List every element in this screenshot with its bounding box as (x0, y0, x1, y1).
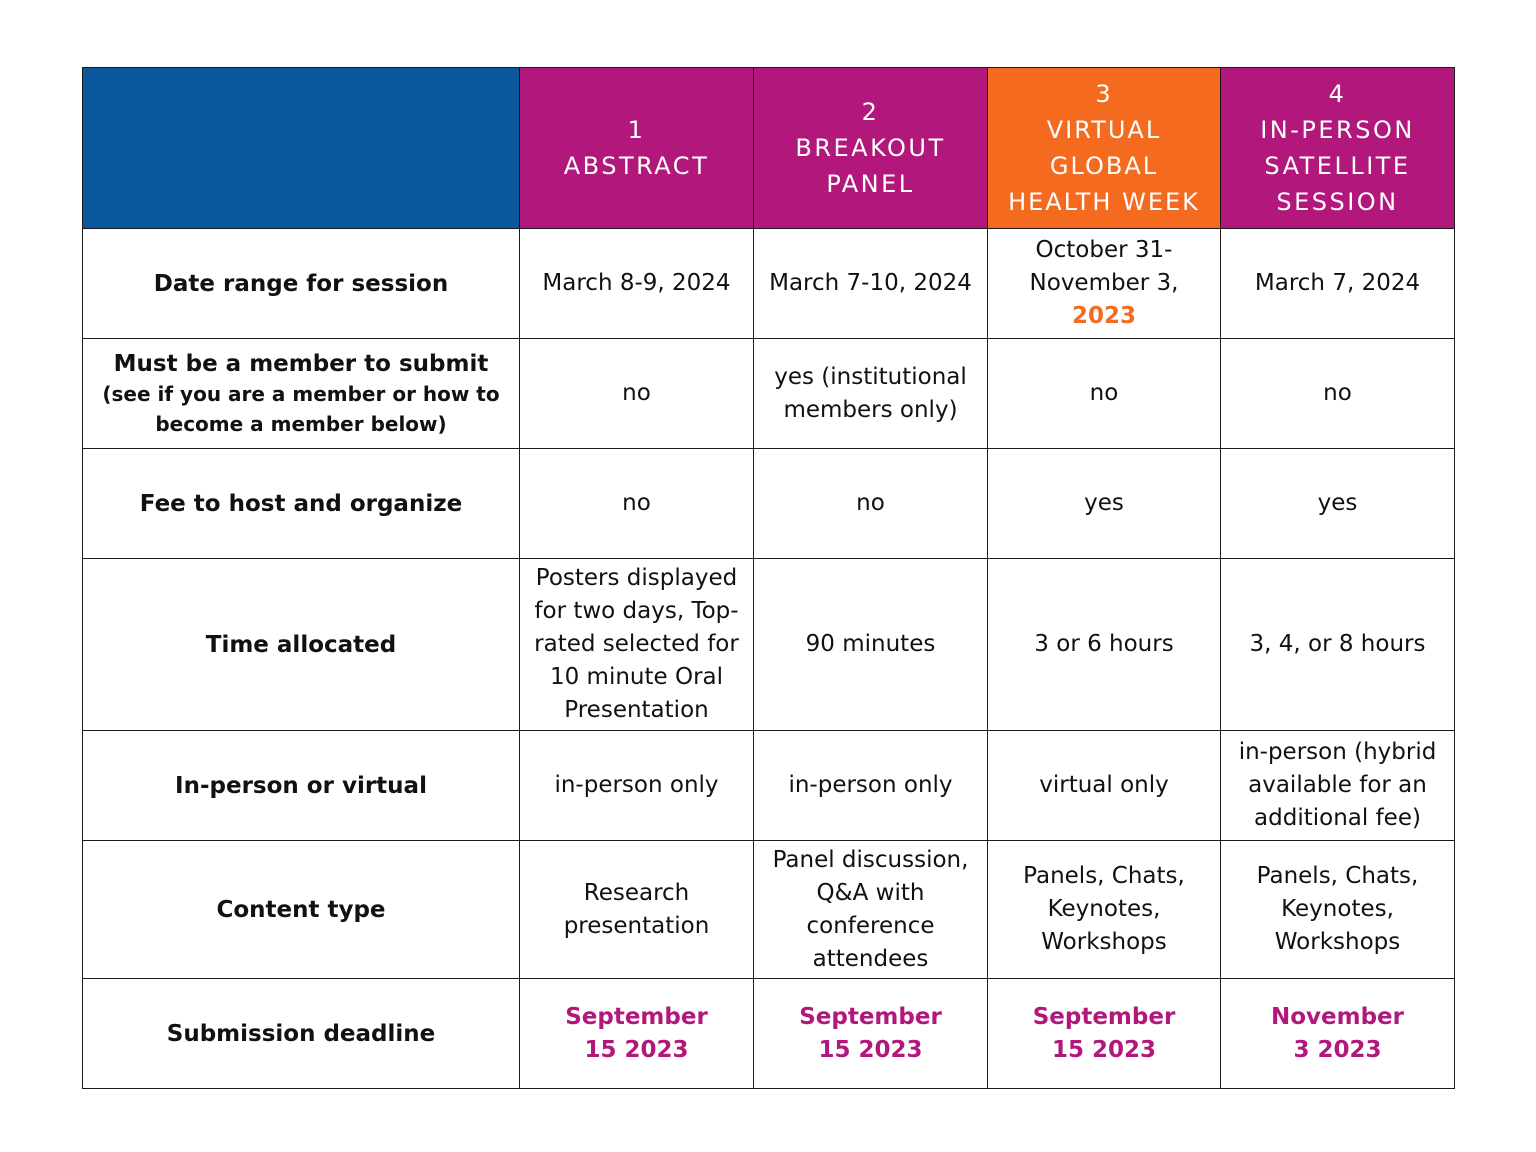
table-cell: no (988, 339, 1221, 449)
table-cell: 3 or 6 hours (988, 559, 1221, 731)
header-breakout-panel (754, 68, 988, 229)
header-number: 3 (1095, 80, 1113, 108)
table-cell: no (520, 449, 754, 559)
session-comparison-table (82, 67, 1455, 1089)
row-date-range (83, 229, 1455, 339)
table-cell: in-person (hybrid available for an additional fee) (1221, 731, 1455, 841)
table-cell: March 8-9, 2024 (520, 229, 754, 339)
corner-header-cell (83, 68, 520, 229)
row-fee (83, 449, 1455, 559)
header-number: 1 (627, 116, 646, 144)
row-label (83, 339, 520, 449)
header-name: IN-PERSON SATELLITE SESSION (1260, 116, 1415, 216)
table-cell (988, 229, 1221, 339)
row-label: Fee to host and organize (83, 449, 520, 559)
table-cell: Research presentation (520, 841, 754, 979)
table-cell: 3, 4, or 8 hours (1221, 559, 1455, 731)
table-cell: no (520, 339, 754, 449)
row-time (83, 559, 1455, 731)
row-label: Date range for session (83, 229, 520, 339)
table-cell: yes (institutional members only) (754, 339, 988, 449)
row-member (83, 339, 1455, 449)
table-cell: Panels, Chats, Keynotes, Workshops (1221, 841, 1455, 979)
header-number: 2 (861, 98, 880, 126)
header-number: 4 (1328, 80, 1347, 108)
table-cell: Panels, Chats, Keynotes, Workshops (988, 841, 1221, 979)
row-label-main: Must be a member to submit (113, 350, 489, 377)
deadline-cell: September 15 2023 (988, 979, 1221, 1089)
table-cell: in-person only (520, 731, 754, 841)
row-label: In-person or virtual (83, 731, 520, 841)
deadline-cell: September 15 2023 (754, 979, 988, 1089)
row-content (83, 841, 1455, 979)
table-cell: Panel discussion, Q&A with conference attendees (754, 841, 988, 979)
header-virtual-global-health-week (988, 68, 1221, 229)
header-in-person-satellite-session (1221, 68, 1455, 229)
table-cell: yes (1221, 449, 1455, 559)
header-row (83, 68, 1455, 229)
table-cell: Posters displayed for two days, Top-rated selected for 10 minute Oral Presentation (520, 559, 754, 731)
highlighted-year: 2023 (1071, 303, 1136, 329)
row-label: Time allocated (83, 559, 520, 731)
table-cell: virtual only (988, 731, 1221, 841)
header-name: VIRTUAL GLOBAL HEALTH WEEK (1008, 116, 1200, 216)
date-line: November 3, (1029, 270, 1179, 296)
table-cell: no (1221, 339, 1455, 449)
header-name: BREAKOUT PANEL (795, 134, 946, 198)
table-cell: in-person only (754, 731, 988, 841)
table-cell: no (754, 449, 988, 559)
table-cell: yes (988, 449, 1221, 559)
row-label-sub: (see if you are a member or how to become a member below) (102, 381, 500, 436)
deadline-cell: November 3 2023 (1221, 979, 1455, 1089)
deadline-cell: September 15 2023 (520, 979, 754, 1089)
row-label: Content type (83, 841, 520, 979)
header-abstract (520, 68, 754, 229)
date-line: October 31- (1035, 237, 1173, 263)
table-cell: March 7-10, 2024 (754, 229, 988, 339)
row-format (83, 731, 1455, 841)
table-cell: March 7, 2024 (1221, 229, 1455, 339)
row-label: Submission deadline (83, 979, 520, 1089)
table-cell: 90 minutes (754, 559, 988, 731)
header-name: ABSTRACT (563, 152, 710, 180)
row-deadline (83, 979, 1455, 1089)
